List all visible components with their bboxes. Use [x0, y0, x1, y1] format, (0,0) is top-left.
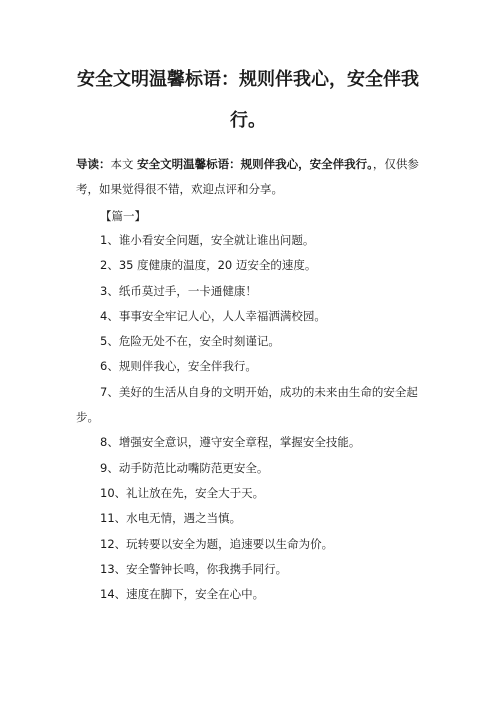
list-item: 10、礼让放在先，安全大于天。	[100, 485, 265, 500]
list-item: 14、速度在脚下，安全在心中。	[100, 587, 265, 602]
list-item: 2、35 度健康的温度，20 迈安全的速度。	[100, 258, 317, 273]
intro-prefix: 本文	[110, 157, 138, 171]
document-title-line1: 安全文明温馨标语：规则伴我心，安全伴我	[77, 69, 419, 90]
list-item: 8、增强安全意识，遵守安全章程，掌握安全技能。	[100, 435, 361, 450]
document-title-line2: 行。	[230, 110, 266, 131]
list-item: 4、事事安全牢记人心，人人幸福洒满校园。	[100, 308, 326, 323]
list-item: 12、玩转要以安全为题，追速要以生命为价。	[100, 536, 334, 551]
intro-suffix: ，仅供参考，如果觉得很不错，欢迎点评和分享。	[76, 157, 419, 196]
slogan-list	[76, 228, 426, 607]
list-item: 5、危险无处不在，安全时刻谨记。	[100, 334, 280, 349]
section-heading: 【篇一】	[100, 209, 146, 223]
list-item: 11、水电无情，遇之当慎。	[100, 511, 242, 526]
list-item: 9、动手防范比动嘴防范更安全。	[100, 460, 269, 475]
intro-title: 安全文明温馨标语：规则伴我心，安全伴我行。	[137, 157, 373, 171]
intro-label: 导读：	[76, 157, 111, 171]
list-item: 3、纸币莫过手，一卡通健康！	[100, 283, 257, 298]
list-item: 1、谁小看安全问题，安全就让谁出问题。	[100, 233, 315, 247]
intro-paragraph	[76, 152, 426, 202]
list-item: 6、规则伴我心，安全伴我行。	[100, 359, 257, 374]
list-item: 7、美好的生活从自身的文明开始，成功的未来由生命的安全起步。	[76, 384, 418, 425]
list-item: 13、安全警钟长鸣，你我携手同行。	[100, 561, 288, 576]
